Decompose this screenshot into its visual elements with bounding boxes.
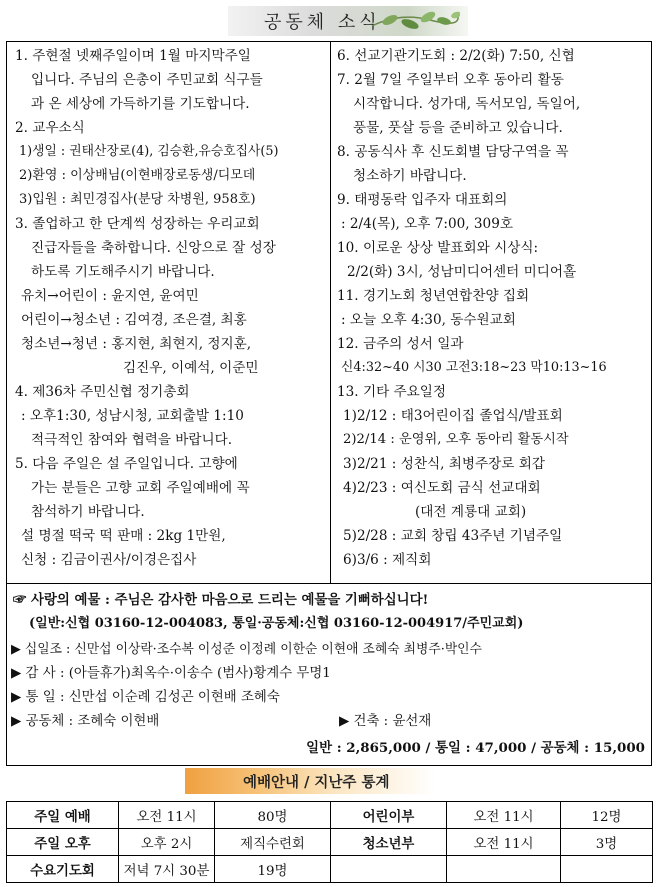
news-item: 13. 기타 주요일정 (337, 384, 447, 400)
table-cell: 어린이부 (331, 802, 447, 829)
table-cell: 청소년부 (331, 829, 447, 856)
table-cell: 저녁 7시 30분 (119, 856, 215, 883)
offering-row: ▶ 공동체 : 조혜숙 이현배 (11, 714, 160, 729)
news-item: 4)2/23 : 여신도회 금식 선교대회 (343, 480, 541, 496)
news-item: (대전 계룡대 교회) (415, 504, 527, 520)
news-item: 신청 : 김금이권사/이경은집사 (21, 552, 197, 568)
page-title: 공동체 소식 (264, 12, 381, 33)
table-cell (561, 856, 653, 883)
worship-table (6, 801, 653, 883)
news-item: 7. 2월 7일 주일부터 오후 동아리 활동 (337, 72, 564, 88)
news-item: 신4:32~40 시30 고전3:18~23 막10:13~16 (341, 360, 607, 375)
table-cell: 수요기도회 (7, 856, 119, 883)
news-item: 1. 주현절 넷째주일이며 1월 마지막주일 (15, 48, 251, 64)
news-item: 4. 제36차 주민신협 정기총회 (15, 384, 190, 400)
news-item: 10. 이로운 상상 발표회와 시상식: (337, 240, 539, 256)
table-cell: 주일 예배 (7, 802, 119, 829)
offering-row: ▶ 십일조 : 신만섭 이상락·조수복 이성준 이정례 이한순 이현애 조혜숙 최병주·박인수 (11, 642, 482, 657)
news-item: 6. 선교기관기도회 : 2/2(화) 7:50, 신협 (337, 48, 575, 64)
table-cell (331, 856, 447, 883)
worship-title: 예배안내 / 지난주 통계 (243, 774, 390, 791)
table-cell (447, 856, 561, 883)
offering-row: ▶ 통 일 : 신만섭 이순례 김성곤 이현배 조혜숙 (11, 690, 280, 705)
news-item: 입니다. 주님의 은총이 주민교회 식구들 (31, 72, 263, 88)
news-item: 5. 다음 주일은 설 주일입니다. 고향에 (15, 456, 238, 472)
news-item: 1)생일 : 권태산장로(4), 김승환,유승호집사(5) (19, 144, 279, 159)
table-cell: 주일 오후 (7, 829, 119, 856)
news-item: 2/2(화) 3시, 성남미디어센터 미디어홀 (347, 264, 577, 280)
news-item: 9. 태평동락 입주자 대표회의 (337, 192, 508, 208)
news-item: 3. 졸업하고 한 단계씩 성장하는 우리교회 (15, 216, 260, 232)
offering-totals: 일반 : 2,865,000 / 통일 : 47,000 / 공동체 : 15,000 (306, 740, 645, 756)
news-item: : 2/4(목), 오후 7:00, 309호 (341, 216, 513, 232)
news-item: 과 온 세상에 가득하기를 기도합니다. (31, 96, 250, 112)
news-item: 참석하기 바랍니다. (31, 504, 145, 520)
news-left-column (7, 42, 331, 583)
news-item: 진급자들을 축하합니다. 신앙으로 잘 성장 (31, 240, 276, 256)
news-item: 설 명절 떡국 떡 판매 : 2kg 1만원, (21, 528, 226, 544)
news-right-column (331, 42, 651, 583)
table-row (7, 856, 653, 883)
offering-row: ▶ 감 사 : (아들휴가)최옥수·이송수 (범사)황계수 무명1 (11, 666, 331, 681)
news-item: 1)2/12 : 태3어린이집 졸업식/발표회 (343, 408, 563, 424)
news-item: 11. 경기노회 청년연합찬양 집회 (337, 288, 530, 304)
news-item: 어린이→청소년 : 김여경, 조은결, 최홍 (21, 312, 247, 328)
news-item: 풍물, 풋살 등을 준비하고 있습니다. (353, 120, 563, 136)
table-cell: 오전 11시 (447, 829, 561, 856)
worship-banner (185, 768, 435, 794)
news-item: 5)2/28 : 교회 창립 43주년 기념주일 (343, 528, 563, 544)
community-news-banner (228, 6, 468, 36)
offering-box (6, 584, 652, 766)
offering-title: ☞ 사랑의 예물 : 주님은 감사한 마음으로 드리는 예물을 기뻐하십니다! (13, 592, 429, 608)
news-item: : 오후1:30, 성남시청, 교회출발 1:10 (21, 408, 244, 424)
news-item: 김진우, 이예석, 이준민 (123, 360, 259, 376)
table-cell: 오후 2시 (119, 829, 215, 856)
news-item: 3)입원 : 최민경집사(분당 차병원, 958호) (19, 192, 256, 207)
news-item: 유치→어린이 : 윤지연, 윤여민 (21, 288, 199, 304)
news-item: 2. 교우소식 (15, 120, 85, 136)
news-item: 3)2/21 : 성찬식, 최병주장로 회갑 (343, 456, 545, 472)
news-item: : 오늘 오후 4:30, 동수원교회 (341, 312, 516, 328)
news-item: 12. 금주의 성서 일과 (337, 336, 464, 352)
news-box (6, 41, 652, 584)
news-item: 시작합니다. 성가대, 독서모임, 독일어, (353, 96, 581, 112)
news-item: 하도록 기도해주시기 바랍니다. (31, 264, 215, 280)
news-item: 적극적인 참여와 협력을 바랍니다. (31, 432, 233, 448)
news-item: 6)3/6 : 제직회 (343, 552, 432, 568)
table-cell: 오전 11시 (447, 802, 561, 829)
offering-account: (일반:신협 03160-12-004083, 통일·공동체:신협 03160-12-004917/주민교회) (29, 616, 524, 631)
table-cell: 3명 (561, 829, 653, 856)
news-item: 청소하기 바랍니다. (353, 168, 467, 184)
table-cell: 19명 (215, 856, 331, 883)
table-cell: 제직수련회 (215, 829, 331, 856)
leaf-vine-icon (370, 6, 460, 36)
table-cell: 오전 11시 (119, 802, 215, 829)
table-cell: 80명 (215, 802, 331, 829)
table-row (7, 829, 653, 856)
news-item: 2)2/14 : 운영위, 오후 동아리 활동시작 (343, 432, 569, 447)
offering-building: ▶ 건축 : 윤선재 (339, 714, 432, 729)
news-item: 2)환영 : 이상배님(이현배장로동생/디모데 (19, 168, 256, 183)
news-item: 가는 분들은 고향 교회 주일예배에 꼭 (31, 480, 250, 496)
table-row (7, 802, 653, 829)
news-item: 청소년→청년 : 홍지현, 최현지, 정지훈, (21, 336, 252, 352)
table-cell: 12명 (561, 802, 653, 829)
news-item: 8. 공동식사 후 신도회별 담당구역을 꼭 (337, 144, 569, 160)
